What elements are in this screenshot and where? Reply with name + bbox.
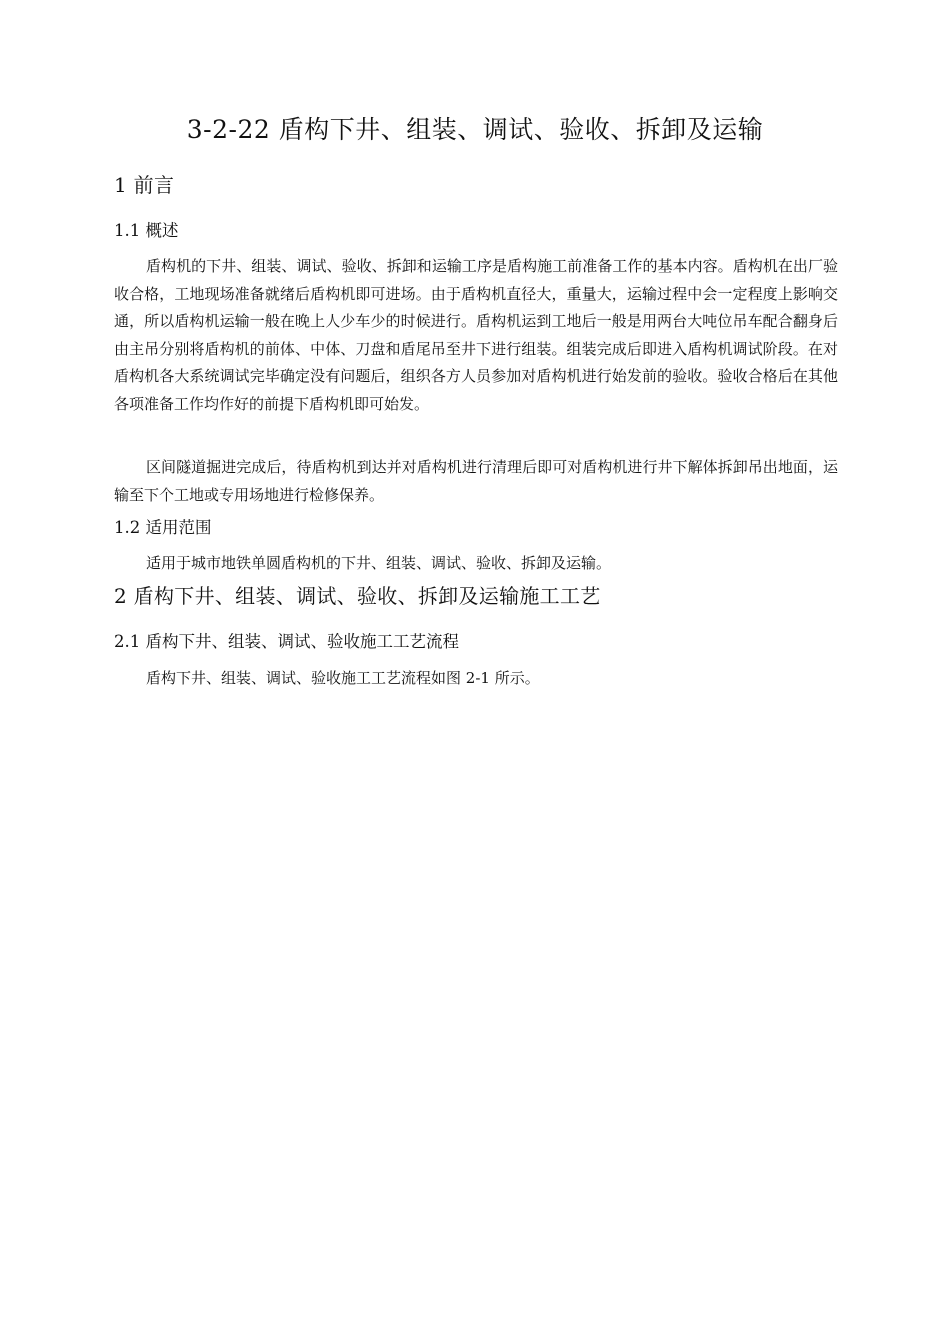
subsection-heading-overview: 1.1 概述 [114, 221, 179, 240]
overview-paragraph-2: 区间隧道掘进完成后，待盾构机到达并对盾构机进行清理后即可对盾构机进行井下解体拆卸吊出地面，运输至下个工地或专用场地进行检修保养。 [114, 458, 838, 504]
subsection-heading-process-flow: 2.1 盾构下井、组装、调试、验收施工工艺流程 [114, 632, 459, 651]
document-title: 3-2-22 盾构下井、组装、调试、验收、拆卸及运输 [186, 115, 764, 144]
section-heading-process: 2 盾构下井、组装、调试、验收、拆卸及运输施工工艺 [114, 584, 601, 608]
overview-paragraph-1: 盾构机的下井、组装、调试、验收、拆卸和运输工序是盾构施工前准备工作的基本内容。盾构机在出厂验收合格，工地现场准备就绪后盾构机即可进场。由于盾构机直径大，重量大，运输过程中会一定程度上影响交通，所以盾构机运输一般在晚上人少车少的时候进行。盾构机运到工地后一般是用两台大吨位吊车配合翻身后由主吊分别将盾构机的前体、中体、刀盘和盾尾吊至井下进行组装。组装完成后即进入盾构机调试阶段。在对盾构机各大系统调试完毕确定没有问题后，组织各方人员参加对盾构机进行始发前的验收。验收合格后在其他各项准备工作均作好的前提下盾构机即可始发。 [114, 257, 838, 413]
section-heading-foreword: 1 前言 [114, 173, 175, 197]
subsection-heading-scope: 1.2 适用范围 [114, 518, 212, 537]
scope-paragraph: 适用于城市地铁单圆盾构机的下井、组装、调试、验收、拆卸及运输。 [146, 554, 612, 572]
process-flow-paragraph: 盾构下井、组装、调试、验收施工工艺流程如图 2-1 所示。 [146, 669, 540, 687]
